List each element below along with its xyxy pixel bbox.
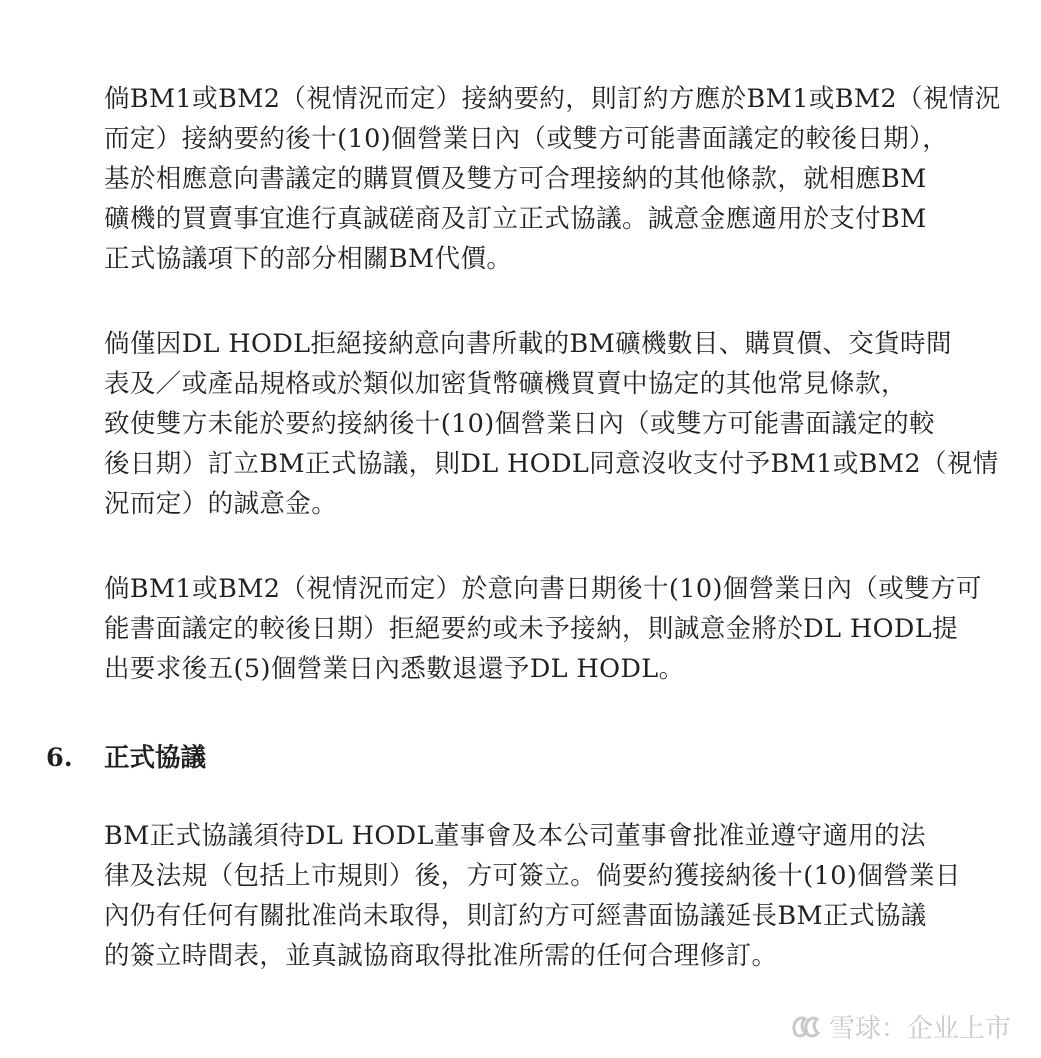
text-line: 基於相應意向書議定的購買價及雙方可合理接納的其他條款，就相應BM — [104, 164, 927, 194]
text-line: 的簽立時間表，並真誠協商取得批准所需的任何合理修訂。 — [104, 941, 778, 971]
text-line: 表及／或產品規格或於類似加密貨幣礦機買賣中協定的其他常見條款， — [104, 369, 907, 399]
section-title: 正式協議 — [104, 743, 207, 773]
text-line: 能書面議定的較後日期）拒絕要約或未予接納，則誠意金將於DL HODL提 — [104, 614, 959, 644]
text-line: 致使雙方未能於要約接納後十(10)個營業日內（或雙方可能書面議定的較 — [104, 409, 935, 439]
paragraph-1 — [104, 79, 1001, 279]
text-line: 律及法規（包括上市規則）後，方可簽立。倘要約獲接納後十(10)個營業日 — [104, 861, 961, 891]
text-line: 況而定）的誠意金。 — [104, 489, 338, 519]
text-line: 內仍有任何有關批准尚未取得，則訂約方可經書面協議延長BM正式協議 — [104, 901, 927, 931]
paragraph-4 — [104, 816, 984, 976]
paragraph-2 — [104, 324, 999, 524]
text-line: 而定）接納要約後十(10)個營業日內（或雙方可能書面議定的較後日期）， — [104, 124, 949, 154]
text-line: 倘BM1或BM2（視情況而定）於意向書日期後十(10)個營業日內（或雙方可 — [104, 574, 982, 604]
text-line: 出要求後五(5)個營業日內悉數退還予DL HODL。 — [104, 654, 685, 684]
text-line: 倘僅因DL HODL拒絕接納意向書所載的BM礦機數目、購買價、交貨時間 — [104, 329, 952, 359]
snowball-logo-icon — [789, 1011, 823, 1041]
watermark — [789, 1006, 1011, 1046]
watermark-text: 雪球：企业上市 — [828, 1013, 1011, 1044]
text-line: 正式協議項下的部分相關BM代價。 — [104, 244, 513, 274]
text-line: 倘BM1或BM2（視情況而定）接納要約，則訂約方應於BM1或BM2（視情況 — [104, 84, 1001, 114]
text-line: 後日期）訂立BM正式協議，則DL HODL同意沒收支付予BM1或BM2（視情 — [104, 449, 999, 479]
text-line: BM正式協議須待DL HODL董事會及本公司董事會批准並遵守適用的法 — [104, 821, 926, 851]
section-number: 6. — [46, 743, 73, 773]
paragraph-3 — [104, 569, 984, 689]
text-line: 礦機的買賣事宜進行真誠磋商及訂立正式協議。誠意金應適用於支付BM — [104, 204, 927, 234]
